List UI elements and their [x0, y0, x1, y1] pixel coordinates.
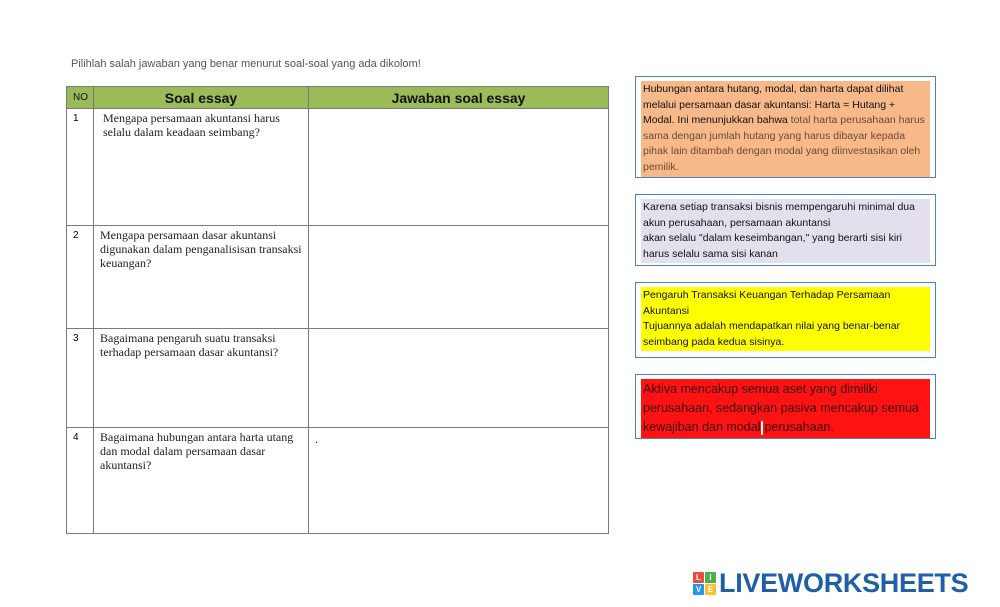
answer-box-text — [641, 199, 930, 263]
answer-box-text — [641, 287, 930, 351]
row-number: 1 — [67, 109, 94, 226]
table-row — [67, 428, 609, 534]
row-number: 4 — [67, 428, 94, 534]
question-cell: Bagaimana hubungan antara harta utang dan modal dalam persamaan dasar akuntansi? — [94, 428, 309, 534]
answer-box-line1: Karena setiap transaksi bisnis mempengaruhi minimal dua akun perusahaan, persamaan akuntansi — [643, 201, 915, 229]
logo-cell: E — [705, 584, 716, 595]
liveworksheets-logo — [693, 568, 968, 598]
answer-box-text-part1: Hubungan antara hutang, modal, dan harta dapat dilihat melalui persamaan dasar akuntansi: Harta = Hutang + Modal. Ini menunjukkan bahwa — [643, 83, 904, 127]
answer-drop-zone[interactable] — [309, 109, 609, 226]
table-row — [67, 329, 609, 428]
header-question: Soal essay — [94, 87, 309, 109]
answer-box-text-part2: total harta perusahaan harus sama dengan jumlah hutang yang harus dibayar kepada pihak lain ditambah dengan modal yang diinvestasikan oleh pemilik. — [643, 114, 925, 173]
question-cell: Bagaimana pengaruh suatu transaksi terhadap persamaan dasar akuntansi? — [94, 329, 309, 428]
header-answer: Jawaban soal essay — [309, 87, 609, 109]
answer-box-3[interactable] — [635, 282, 936, 358]
logo-cell: L — [693, 572, 704, 583]
logo-text: LIVEWORKSHEETS — [719, 567, 969, 598]
row-number: 3 — [67, 329, 94, 428]
answer-box-text — [641, 81, 930, 177]
table-header-row — [67, 87, 609, 109]
table-row — [67, 226, 609, 329]
question-cell: Mengapa persamaan dasar akuntansi digunakan dalam penganalisisan transaksi keuangan? — [94, 226, 309, 329]
essay-table — [66, 86, 609, 534]
logo-cell: V — [693, 584, 704, 595]
answer-box-4[interactable] — [635, 374, 936, 439]
answer-drop-zone[interactable]: . — [309, 428, 609, 534]
answer-box-text-part1: Aktiva mencakup semua aset yang dimiliki perusahaan, sedangkan pasiva mencakup semua kewajiban dan modal — [643, 382, 919, 434]
answer-box-line2: Tujuannya adalah mendapatkan nilai yang benar-benar seimbang pada kedua sisinya. — [643, 320, 901, 348]
logo-icon — [693, 572, 716, 595]
table-row — [67, 109, 609, 226]
answer-box-line2: akan selalu "dalam keseimbangan," yang berarti sisi kiri harus selalu sama sisi kanan — [643, 232, 902, 260]
logo-cell: I — [705, 572, 716, 583]
answer-box-text — [641, 379, 930, 438]
question-cell: Mengapa persamaan akuntansi harus selalu dalam keadaan seimbang? — [94, 109, 309, 226]
answer-box-text-part2: perusahaan. — [764, 420, 834, 434]
answer-drop-zone[interactable] — [309, 329, 609, 428]
instruction-text: Pilihlah salah jawaban yang benar menurut soal-soal yang ada dikolom! — [71, 58, 421, 70]
answer-box-line1: Pengaruh Transaksi Keuangan Terhadap Persamaan Akuntansi — [643, 289, 891, 317]
answer-box-2[interactable] — [635, 194, 936, 266]
answer-box-1[interactable] — [635, 76, 936, 178]
answer-drop-zone[interactable] — [309, 226, 609, 329]
header-no: NO — [67, 87, 94, 109]
row-number: 2 — [67, 226, 94, 329]
